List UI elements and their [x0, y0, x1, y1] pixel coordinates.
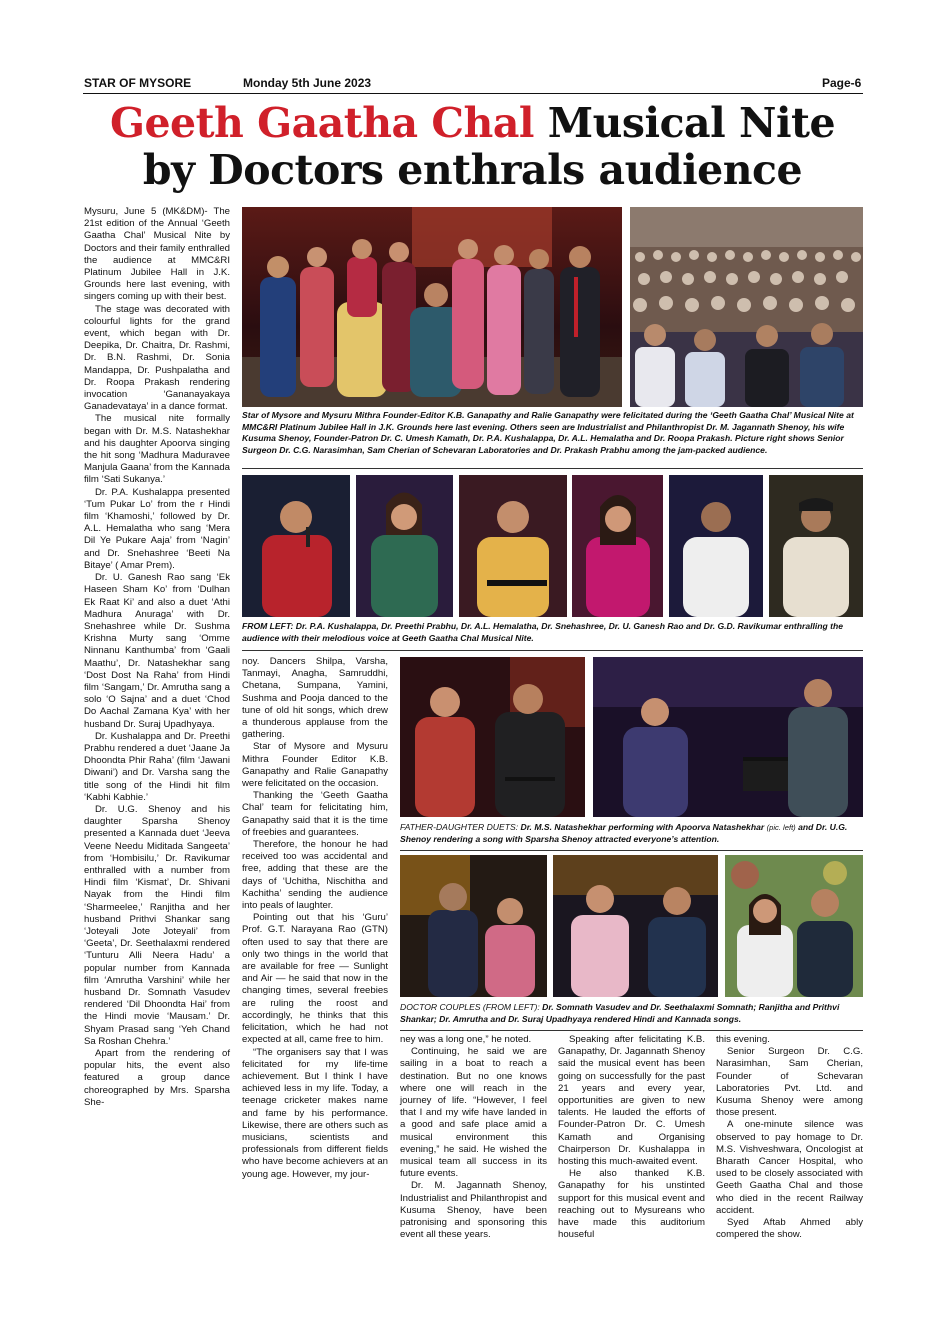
duet-photo-left — [400, 657, 585, 817]
paragraph: He also thanked K.B. Ganapathy for his unstinted support for this musical event and reaching out to Mysureans who have made this auditorium houseful — [558, 1168, 705, 1241]
caption-rule — [242, 468, 863, 469]
paragraph: Syed Aftab Ahmed ably compered the show. — [716, 1217, 863, 1241]
paragraph: Thanking the ‘Geeth Gaatha Chal’ team for felicitating him, Ganapathy said that it is the time of freebies and guarantees. — [242, 790, 388, 838]
caption-duets-rest: and Dr. U.G. Shenoy rendering a song with Sparsha Shenoy attracted everyone’s attention. — [400, 822, 848, 844]
paragraph: Mysuru, June 5 (MK&DM)- The 21st edition of the Annual ‘Geeth Gaatha Chal’ Musical Nite by Doctors and their family enthralled the audience at MMC&RI Platinum Jubilee Hall in J.K. Grounds here last evening, with singers coming up with their best. — [84, 206, 230, 303]
paper-name: STAR OF MYSORE — [84, 76, 192, 90]
paragraph: The musical nite formally began with Dr. M.S. Natashekhar and his daughter Apoorva singing the hit song ‘Madhura Maduravee Manjula Gaana’ from the Kannada film ‘Sati Sukanya.’ — [84, 413, 230, 486]
paragraph: Dr. Kushalappa and Dr. Preethi Prabhu rendered a duet ‘Jaane Ja Dhoondta Phir Raha’ (film ‘Jawani Diwani’) and Dr. Varsha sang the title song of the Hindi hit film ‘Kabhi Kabhie.’ — [84, 730, 230, 803]
singer-photo-3 — [459, 475, 567, 617]
couple-photo-2 — [553, 855, 718, 997]
article-column-3 — [400, 1034, 547, 1241]
caption-duets-text: Dr. M.S. Natashekhar performing with Apoorva Natashekhar — [520, 822, 765, 832]
duet-left-art — [400, 657, 585, 817]
paragraph: Apart from the rendering of popular hits, the event also featured a group dance choreographed by Mrs. Sparsha She- — [84, 1048, 230, 1108]
duet-photo-right — [593, 657, 863, 817]
headline-line2: by Doctors enthrals audience — [142, 146, 803, 194]
singer-3-art — [459, 475, 567, 617]
caption-singers: FROM LEFT: Dr. P.A. Kushalappa, Dr. Preethi Prabhu, Dr. A.L. Hemalatha, Dr. Snehashree, Dr. U. Ganesh Rao and Dr. G.D. Ravikumar enthralling the audience with their melodious voice at Geeth Gaatha Chal Musical Nite. — [242, 621, 844, 643]
article-column-5 — [716, 1034, 863, 1241]
caption-rule — [400, 850, 863, 851]
paragraph: this evening. — [716, 1034, 770, 1045]
caption-couples — [400, 1002, 863, 1025]
singer-photo-1 — [242, 475, 350, 617]
paragraph: Speaking after felicitating K.B. Ganapathy, Dr. Jagannath Shenoy said the musical event has been going on successfully for the past 21 years and every year, opportunities are given to new talents. He lauded the efforts of Founder-Patron Dr. C. Umesh Kamath and Organising Chairperson Dr. Kushalappa in hosting this much-awaited event. — [558, 1034, 705, 1168]
paragraph: Therefore, the honour he had received too was accidental and free, adding that these are the days of ‘Uchitha, Nischitha and Kachitha’ sending the audience into peals of laughter. — [242, 839, 388, 912]
article-column-1 — [84, 206, 230, 1109]
couple-1-art — [400, 855, 547, 997]
singer-1-art — [242, 475, 350, 617]
couple-photo-1 — [400, 855, 547, 997]
page-number: Page-6 — [822, 76, 862, 90]
singer-6-art — [769, 475, 863, 617]
singer-2-art — [356, 475, 453, 617]
paragraph: Senior Surgeon Dr. C.G. Narasimhan, Sam Cherian, Founder of Schevaran Laboratories Pvt. Ltd. and Kusuma Shenoy were among those present. — [716, 1046, 863, 1119]
couple-photo-3 — [725, 855, 863, 997]
paragraph: The stage was decorated with colourful lights for the grand event, which began with Dr. Deepika, Dr. Chaitra, Dr. Rashmi, Dr. B.N. Rashmi, Dr. Sonia Mandappa, Dr. Pushpalatha and Dr. Roopa Prakash rendering invocation ‘Gananayakaya Ganadevataya’ in a dance format. — [84, 303, 230, 413]
paragraph: Dr. U. Ganesh Rao sang ‘Ek Haseen Sham Ko’ from ‘Dulhan Ek Raat Ki’ and also a duet ‘Athi Madhura Anuraga’ with Dr. Snehashree while Dr. Sushma Krishna Murty sang ‘Omme Ninnanu Kanthumba’ from ‘Gaali Maathu’, Dr. Natashekhar sang ‘Dost Dost Na Raha’ from Hindi film ‘Sangam,’ Dr. Amrutha sang a solo ‘O Sajna’ and a duet ‘Chod Do Aachal Zamana Kya’ with her husband Dr. Suraj Upadhyaya. — [84, 572, 230, 730]
paragraph: Dr. M. Jagannath Shenoy, Industrialist and Philanthropist and Kusuma Shenoy, have been patronising and sponsoring this event all these years. — [400, 1180, 547, 1241]
felicitation-photo-art — [242, 207, 622, 407]
couple-2-art — [553, 855, 718, 997]
couple-3-art — [725, 855, 863, 997]
header-rule — [83, 93, 863, 94]
paragraph: Continuing, he said we are sailing in a boat to reach a destination. But no one knows where one will reach in the journey of life. “However, I feel that I and my wife have landed in a good and safe place amid a musical environment this evening,” he said. He wished the musical team all success in its future events. — [400, 1046, 547, 1180]
caption-rule — [400, 1030, 863, 1031]
paragraph: Dr. P.A. Kushalappa presented ‘Tum Pukar Lo’ from the r Hindi film ‘Khamoshi,’ followed by Dr. A.L. Hemalatha who sang ‘Mera Dil Ye Pukare Aaja’ from ‘Nagin’ and Dr. Snehashree ‘Beeti Na Bitaye’ ( Amar Prem). — [84, 486, 230, 571]
paragraph: noy. Dancers Shilpa, Varsha, Tanmayi, Anagha, Samruddhi, Chetana, Sumpana, Yamini, Sushma and Pooja danced to the tune of old hit songs, which drew a thunderous applause from the gathering. — [242, 656, 388, 741]
singer-photo-2 — [356, 475, 453, 617]
singer-4-art — [572, 475, 663, 617]
article-column-4 — [558, 1034, 705, 1241]
paragraph: ney was a long one,” he noted. — [400, 1034, 532, 1045]
singer-photo-6 — [769, 475, 863, 617]
caption-rule — [242, 650, 863, 651]
caption-top: Star of Mysore and Mysuru Mithra Founder-Editor K.B. Ganapathy and Ralie Ganapathy were felicitated during the ‘Geeth Gaatha Chal’ Musical Nite at MMC&RI Platinum Jubilee Hall in J.K. Grounds here last evening. Others seen are Industrialist and Philanthropist Dr. M. Jagannath Shenoy, his wife Kusuma Shenoy, Founder-Patron Dr. C. Umesh Kamath, Dr. P.A. Kushalappa, Dr. A.L. Hemalatha and Dr. Roopa Prakash. Picture right shows Senior Surgeon Dr. C.G. Narasimhan, Sam Cherian of Schevaran Laboratories and Dr. Prakash Prabhu among the jam-packed audience. — [242, 410, 854, 455]
singer-photo-4 — [572, 475, 663, 617]
singer-photo-5 — [669, 475, 763, 617]
paragraph: Star of Mysore and Mysuru Mithra Founder Editor K.B. Ganapathy and Ralie Ganapathy were felicitated on the occasion. — [242, 741, 388, 790]
paragraph: “The organisers say that I was felicitated for my life-time achievement. But I think I have achieved less in my life. Today, a teenage cricketer makes name and fame by his performance. Likewise, there are others such as musicians, scientists and professionals from different fields who have become achievers at an young age. However, my jour- — [242, 1046, 388, 1180]
paragraph: Dr. U.G. Shenoy and his daughter Sparsha Shenoy presented a Kannada duet ‘Jeeva Veene Needu Miditada Sangeeta’ from ‘Hombisilu,’ Dr. Ravikumar enthralled with a number from Hindi film ‘Kismat’, Dr. Shivani Nayak from the Hindi film ‘Sharmeelee,’ Ranjitha and her husband Prithvi Shankar sang ‘Joteyali Jote Joteyali’ from ‘Geeta’, Dr. Seethalaxmi rendered ‘Tunturu Alli Neera Hadu’ a popular number from Kannada film ‘Amrutha Varshini’ while her husband Dr. Somnath Vasudev rendered ‘Dil Dhoondta Hai’ from the Hindi movie ‘Mausam.’ Dr. Shyam Prasad sang ‘Yeh Chand Sa Roshan Chehra.’ — [84, 803, 230, 1047]
caption-duets-pic: (pic. left) — [766, 823, 796, 832]
paragraph: A one-minute silence was observed to pay homage to Dr. M.S. Vishveshwara, Oncologist at Bharath Cancer Hospital, who used to be closely associated with Geeth Gaatha Chal and those who died in the recent Railway accident. — [716, 1119, 863, 1216]
headline-red: Geeth Gaatha Chal — [109, 99, 534, 147]
felicitation-photo — [242, 207, 622, 407]
audience-photo-art — [630, 207, 863, 407]
singer-5-art — [669, 475, 763, 617]
audience-photo — [630, 207, 863, 407]
caption-duets — [400, 822, 863, 845]
duet-right-art — [593, 657, 863, 817]
article-column-2 — [242, 656, 388, 1181]
headline — [80, 100, 865, 194]
headline-black: Musical Nite — [533, 99, 836, 147]
caption-duets-lead: FATHER-DAUGHTER DUETS: — [400, 822, 519, 832]
caption-couples-lead: DOCTOR COUPLES (FROM LEFT): — [400, 1002, 540, 1012]
issue-date: Monday 5th June 2023 — [243, 76, 372, 90]
caption-couples-text: Dr. Somnath Vasudev and Dr. Seethalaxmi Somnath; Ranjitha and Prithvi Shankar; Dr. Amrutha and Dr. Suraj Upadhyaya rendered Hindi and Kannada songs. — [400, 1002, 840, 1024]
paragraph: Pointing out that his ‘Guru’ Prof. G.T. Narayana Rao (GTN) often used to say that there are only two things in the world that are available for free — Sunlight and Air — he said that now in the changing times, several freebies are ruling the roost and accordingly, he thinks that this felicitation, which he had not expected at all, came free to him. — [242, 912, 388, 1046]
